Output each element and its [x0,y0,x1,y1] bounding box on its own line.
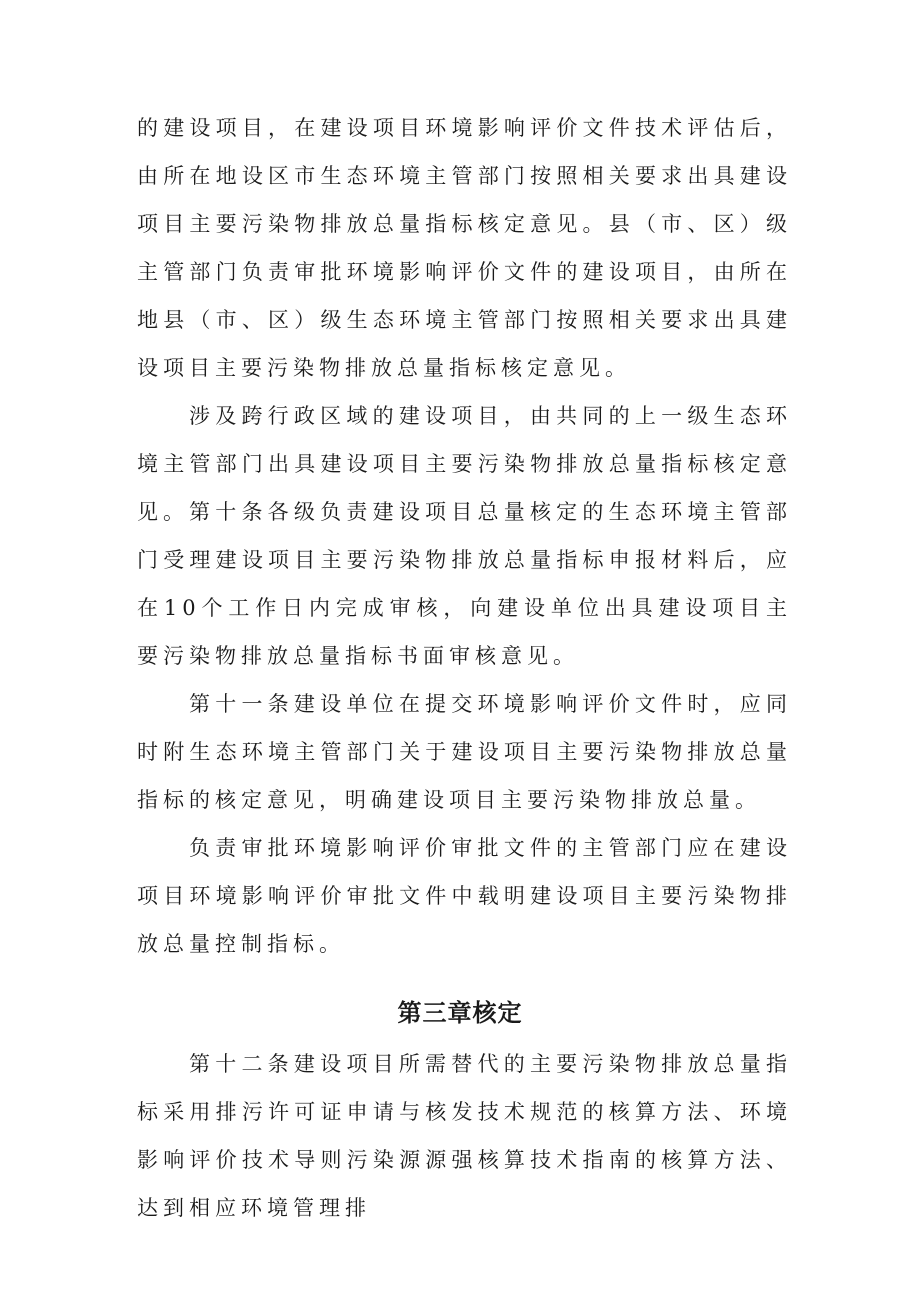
chapter-heading: 第三章核定 [397,999,523,1027]
paragraph-continuation: 的建设项目，在建设项目环境影响评价文件技术评估后，由所在地设区市生态环境主管部门按照相关要求出具建设项目主要污染物排放总量指标核定意见。县（市、区）级主管部门负责审批环境影响评价文件的建设项目，由所在地县（市、区）级生态环境主管部门按照相关要求出具建设项目主要污染物排放总量指标核定意见。 [137,116,792,380]
paragraph-cross-region: 涉及跨行政区域的建设项目，由共同的上一级生态环境主管部门出具建设项目主要污染物排放总量指标核定意见。 [137,404,792,524]
paragraph-article-10: 第十条各级负责建设项目总量核定的生态环境主管部门受理建设项目主要污染物排放总量指标申报材料后，应在10个工作日内完成审核，向建设单位出具建设项目主要污染物排放总量指标书面审核意见。 [137,500,792,668]
paragraph-approval-authority: 负责审批环境影响评价审批文件的主管部门应在建设项目环境影响评价审批文件中载明建设项目主要污染物排放总量控制指标。 [137,836,792,956]
paragraph-article-12: 第十二条建设项目所需替代的主要污染物排放总量指标采用排污许可证申请与核发技术规范的核算方法、环境影响评价技术导则污染源源强核算技术指南的核算方法、达到相应环境管理排 [137,1052,792,1220]
paragraph-article-11: 第十一条建设单位在提交环境影响评价文件时，应同时附生态环境主管部门关于建设项目主要污染物排放总量指标的核定意见，明确建设项目主要污染物排放总量。 [137,692,792,812]
